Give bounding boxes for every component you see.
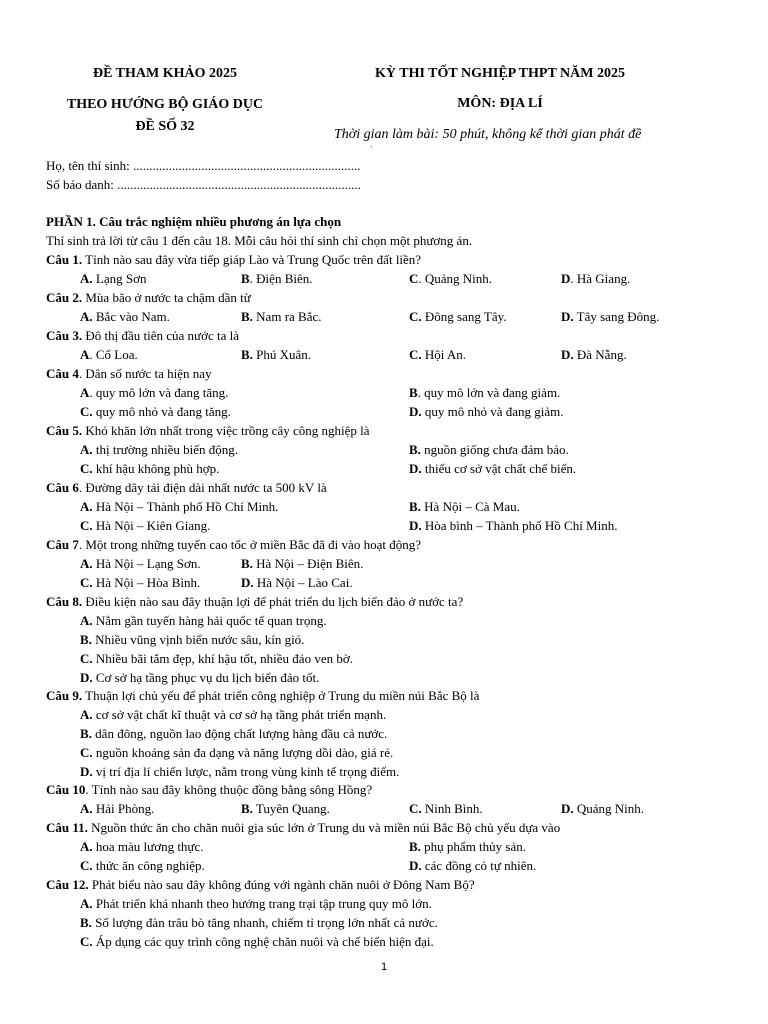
option-letter: C. — [80, 461, 93, 476]
option-text: Hà Nội – Điện Biên. — [252, 556, 364, 571]
option-text: Hà Nội – Lạng Sơn. — [92, 556, 201, 571]
question-9 — [46, 688, 479, 704]
option-1-c — [409, 271, 492, 287]
question-5 — [46, 423, 370, 439]
option-letter: A. — [80, 896, 93, 911]
option-text: Hà Nội – Thành phố Hồ Chí Minh. — [92, 499, 279, 514]
option-letter: C. — [80, 934, 93, 949]
option-letter: A. — [80, 707, 93, 722]
option-4-d — [409, 404, 564, 420]
option-8-c — [80, 651, 353, 667]
question-2 — [46, 290, 251, 306]
option-letter: A. — [80, 613, 93, 628]
option-1-a — [80, 271, 146, 287]
option-7-c — [80, 575, 200, 591]
option-text: các đồng cỏ tự nhiên. — [421, 858, 537, 873]
option-letter: A. — [80, 499, 93, 514]
question-3 — [46, 328, 239, 344]
option-2-a — [80, 309, 170, 325]
option-7-b — [241, 556, 363, 572]
option-text: nguồn khoáng sản đa dạng và năng lượng dồi dào, giá rẻ. — [92, 745, 394, 760]
option-2-b — [241, 309, 322, 325]
option-letter: C. — [80, 518, 93, 533]
option-text: Lạng Sơn — [92, 271, 147, 286]
option-3-b — [241, 347, 311, 363]
option-letter: C — [409, 271, 419, 286]
option-12-b — [80, 915, 438, 931]
option-5-b — [409, 442, 569, 458]
option-text: dân đông, nguồn lao động chất lượng hàng đầu cả nước. — [91, 726, 388, 741]
option-text: quy mô nhỏ và đang giảm. — [421, 404, 564, 419]
option-letter: D. — [409, 404, 422, 419]
option-letter: D. — [409, 461, 422, 476]
option-3-d — [561, 347, 627, 363]
option-letter: B. — [409, 499, 421, 514]
option-text: Số lượng đàn trâu bò tăng nhanh, chiếm tỉ trọng lớn nhất cả nước. — [91, 915, 438, 930]
option-text: Hà Nội – Cà Mau. — [420, 499, 520, 514]
question-text: Mùa bão ở nước ta chậm dần từ — [82, 290, 251, 305]
option-text: Quảng Ninh. — [573, 801, 645, 816]
option-text: Hòa bình – Thành phố Hồ Chí Minh. — [421, 518, 618, 533]
option-letter: B. — [80, 915, 92, 930]
question-10 — [46, 782, 372, 798]
option-letter: A. — [80, 442, 93, 457]
question-1 — [46, 252, 421, 268]
option-letter: D. — [561, 309, 574, 324]
question-8 — [46, 594, 463, 610]
option-11-a — [80, 839, 204, 855]
question-label: Câu 11. — [46, 820, 88, 835]
exam-session-title: KỲ THI TỐT NGHIỆP THPT NĂM 2025 — [375, 66, 625, 81]
option-3-c — [409, 347, 466, 363]
question-6 — [46, 480, 327, 496]
option-letter: A. — [80, 271, 93, 286]
question-4 — [46, 366, 212, 382]
question-label: Câu 10 — [46, 782, 86, 797]
option-letter: A — [80, 347, 90, 362]
option-2-c — [409, 309, 507, 325]
question-7 — [46, 537, 421, 553]
option-text: vị trí địa lí chiến lược, nằm trong vùng kinh tế trọng điểm. — [92, 764, 400, 779]
option-9-d — [80, 764, 399, 780]
option-10-c — [409, 801, 483, 817]
option-text: Nằm gần tuyến hàng hải quốc tế quan trọng. — [92, 613, 327, 628]
option-text: thị trường nhiều biến động. — [92, 442, 238, 457]
option-text: Đông sang Tây. — [421, 309, 507, 324]
subject-title: MÔN: ĐỊA LÍ — [457, 96, 543, 111]
option-text: cơ sở vật chất kĩ thuật và cơ sở hạ tầng phát triển mạnh. — [92, 707, 387, 722]
option-letter: D. — [561, 801, 574, 816]
option-letter: D. — [409, 858, 422, 873]
exam-reference-title: ĐỀ THAM KHẢO 2025 — [92, 66, 238, 81]
option-text: . Điện Biên. — [249, 271, 313, 286]
option-letter: C. — [80, 575, 93, 590]
question-label: Câu 9. — [46, 688, 83, 703]
question-11 — [46, 820, 560, 836]
option-9-b — [80, 726, 387, 742]
option-6-d — [409, 518, 617, 534]
option-letter: C. — [409, 309, 422, 324]
option-text: Cơ sở hạ tầng phục vụ du lịch biển đảo tốt. — [92, 670, 320, 685]
option-4-b — [409, 385, 560, 401]
option-text: thức ăn công nghiệp. — [92, 858, 205, 873]
option-1-d — [561, 271, 630, 287]
option-5-d — [409, 461, 576, 477]
question-label: Câu 8. — [46, 594, 83, 609]
option-text: Ninh Bình. — [421, 801, 483, 816]
option-10-a — [80, 801, 154, 817]
page-number: 1 — [380, 961, 388, 973]
section-title-text: PHẦN 1. Câu trắc nghiệm nhiều phương án lựa chọn — [46, 214, 342, 229]
question-label: Câu 5. — [46, 423, 83, 438]
section-instruction: Thí sinh trả lời từ câu 1 đến câu 18. Mỗi câu hỏi thí sinh chỉ chọn một phương án. — [46, 233, 473, 248]
option-2-d — [561, 309, 659, 325]
option-8-b — [80, 632, 304, 648]
option-text: Bắc vào Nam. — [92, 309, 170, 324]
option-letter: B. — [409, 442, 421, 457]
option-text: . quy mô lớn và đang giảm. — [417, 385, 561, 400]
ministry-guideline-title: THEO HƯỚNG BỘ GIÁO DỤC — [66, 97, 264, 112]
option-letter: D. — [409, 518, 422, 533]
option-9-a — [80, 707, 386, 723]
option-text: hoa màu lương thực. — [92, 839, 204, 854]
question-text: Điều kiện nào sau đây thuận lợi để phát triển du lịch biển đảo ở nước ta? — [82, 594, 464, 609]
option-letter: C. — [80, 404, 93, 419]
option-letter: D. — [80, 670, 93, 685]
question-label: Câu 7 — [46, 537, 79, 552]
candidate-id-line: Số báo danh: ........................................................................... — [46, 177, 361, 192]
option-4-a — [80, 385, 228, 401]
option-letter: B. — [80, 726, 92, 741]
option-5-c — [80, 461, 219, 477]
option-11-b — [409, 839, 526, 855]
option-text: Hải Phòng. — [92, 801, 155, 816]
option-letter: C. — [80, 651, 93, 666]
option-letter: B. — [80, 632, 92, 647]
stray-mark: ` — [370, 145, 373, 154]
question-text: Khó khăn lớn nhất trong việc trồng cây công nghiệp là — [82, 423, 370, 438]
option-7-d — [241, 575, 353, 591]
option-text: phụ phẩm thủy sản. — [420, 839, 526, 854]
candidate-name-line: Họ, tên thí sinh: ...................................................................... — [46, 158, 361, 173]
option-8-d — [80, 670, 319, 686]
option-text: . Cổ Loa. — [89, 347, 138, 362]
option-3-a — [80, 347, 138, 363]
option-text: Hà Nội – Lào Cai. — [253, 575, 353, 590]
option-text: Hội An. — [421, 347, 467, 362]
option-letter: B. — [241, 801, 253, 816]
question-text: Nguồn thức ăn cho chăn nuôi gia súc lớn ở Trung du và miền núi Bắc Bộ chủ yếu dựa vào — [87, 820, 561, 835]
option-text: Nam ra Bắc. — [252, 309, 322, 324]
option-letter: C. — [80, 858, 93, 873]
option-text: thiếu cơ sở vật chất chế biến. — [421, 461, 577, 476]
option-text: Tây sang Đông. — [573, 309, 660, 324]
exam-number: ĐỀ SỐ 32 — [135, 119, 195, 134]
option-letter: A. — [80, 556, 93, 571]
option-letter: B. — [241, 309, 253, 324]
question-text: Tỉnh nào sau đây vừa tiếp giáp Lào và Trung Quốc trên đất liền? — [82, 252, 422, 267]
option-letter: A — [80, 385, 90, 400]
option-letter: B. — [241, 556, 253, 571]
option-letter: C. — [409, 347, 422, 362]
option-8-a — [80, 613, 327, 629]
option-letter: D. — [241, 575, 254, 590]
option-letter: B — [241, 271, 250, 286]
question-text: . Một trong những tuyến cao tốc ở miền Bắc đã đi vào hoạt động? — [78, 537, 421, 552]
option-9-c — [80, 745, 393, 761]
question-text: . Dân số nước ta hiện nay — [78, 366, 212, 381]
option-12-a — [80, 896, 432, 912]
option-text: . Hà Giang. — [570, 271, 631, 286]
question-text: . Tỉnh nào sau đây không thuộc đồng bằng sông Hồng? — [85, 782, 373, 797]
option-4-c — [80, 404, 231, 420]
option-text: Phú Xuân. — [252, 347, 312, 362]
option-letter: C. — [80, 745, 93, 760]
option-6-c — [80, 518, 210, 534]
question-label: Câu 1. — [46, 252, 83, 267]
option-text: Hà Nội – Kiên Giang. — [92, 518, 211, 533]
option-text: Áp dụng các quy trình công nghệ chăn nuôi và chế biến hiện đại. — [92, 934, 434, 949]
option-6-b — [409, 499, 520, 515]
option-letter: D — [561, 271, 571, 286]
option-text: Đà Nẵng. — [573, 347, 627, 362]
option-text: quy mô nhỏ và đang tăng. — [92, 404, 231, 419]
option-5-a — [80, 442, 238, 458]
question-label: Câu 2. — [46, 290, 83, 305]
question-label: Câu 12. — [46, 877, 89, 892]
option-text: Hà Nội – Hòa Bình. — [92, 575, 201, 590]
option-11-d — [409, 858, 536, 874]
option-letter: D. — [80, 764, 93, 779]
option-text: Nhiều vũng vịnh biển nước sâu, kín gió. — [91, 632, 305, 647]
question-text: Phát biểu nào sau đây không đúng với ngành chăn nuôi ở Đông Nam Bộ? — [88, 877, 475, 892]
option-1-b — [241, 271, 313, 287]
option-text: . quy mô lớn và đang tăng. — [89, 385, 229, 400]
option-letter: A. — [80, 309, 93, 324]
option-letter: C. — [409, 801, 422, 816]
time-allowed: Thời gian làm bài: 50 phút, không kể thời gian phát đề — [334, 127, 642, 142]
option-7-a — [80, 556, 201, 572]
option-letter: D. — [561, 347, 574, 362]
option-letter: A. — [80, 801, 93, 816]
question-label: Câu 4 — [46, 366, 79, 381]
question-text: Thuận lợi chủ yếu để phát triển công nghiệp ở Trung du miền núi Bắc Bộ là — [82, 688, 480, 703]
question-text: . Đường dây tải điện dài nhất nước ta 500 kV là — [78, 480, 327, 495]
option-6-a — [80, 499, 278, 515]
option-text: Phát triển khá nhanh theo hướng trang trại tập trung quy mô lớn. — [92, 896, 432, 911]
option-text: khí hậu không phù hợp. — [92, 461, 220, 476]
option-text: . Quảng Ninh. — [418, 271, 493, 286]
option-letter: A. — [80, 839, 93, 854]
option-11-c — [80, 858, 205, 874]
option-text: nguồn giống chưa đảm bảo. — [420, 442, 569, 457]
option-text: Nhiều bãi tắm đẹp, khí hậu tốt, nhiều đảo ven bờ. — [92, 651, 353, 666]
question-label: Câu 6 — [46, 480, 79, 495]
option-letter: B. — [409, 839, 421, 854]
option-10-b — [241, 801, 330, 817]
option-10-d — [561, 801, 644, 817]
option-letter: B. — [241, 347, 253, 362]
question-text: Đô thị đầu tiên của nước ta là — [82, 328, 239, 343]
option-12-c — [80, 934, 434, 950]
question-label: Câu 3. — [46, 328, 83, 343]
section-title — [46, 214, 341, 230]
option-text: Tuyên Quang. — [252, 801, 330, 816]
option-letter: B — [409, 385, 418, 400]
question-12 — [46, 877, 475, 893]
